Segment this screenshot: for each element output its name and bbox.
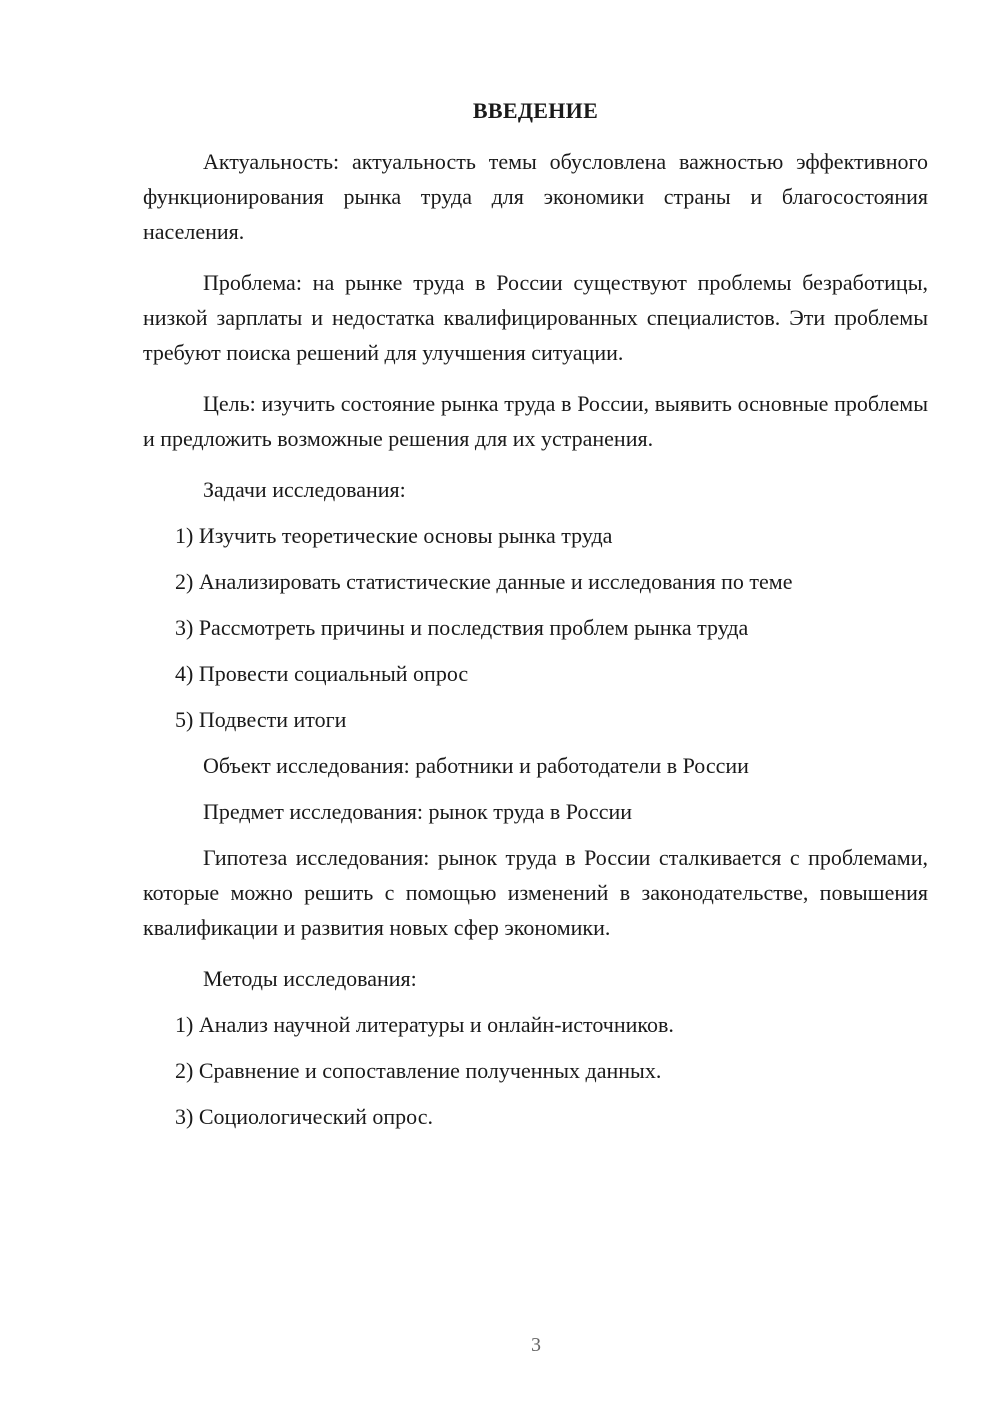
relevance-paragraph: Актуальность: актуальность темы обусловлена важностью эффективного функционирования рынка труда для экономики страны и благосостояния населения. [143, 149, 928, 244]
methods-heading: Методы исследования: [203, 966, 417, 991]
list-item: 5) Подвести итоги [175, 707, 347, 732]
list-item: 4) Провести социальный опрос [175, 661, 469, 686]
section-title: ВВЕДЕНИЕ [472, 98, 599, 123]
hypothesis-paragraph: Гипотеза исследования: рынок труда в России сталкивается с проблемами, которые можно решить с помощью изменений в законодательстве, повышения квалификации и развития новых сфер экономики. [143, 845, 928, 940]
tasks-list [143, 518, 928, 737]
page-content [143, 96, 928, 1145]
methods-list [143, 1007, 928, 1134]
goal-paragraph: Цель: изучить состояние рынка труда в России, выявить основные проблемы и предложить возможные решения для их устранения. [143, 391, 928, 451]
list-item: 2) Сравнение и сопоставление полученных данных. [175, 1058, 662, 1083]
subject-line: Предмет исследования: рынок труда в России [203, 799, 633, 824]
list-item: 3) Социологический опрос. [175, 1104, 433, 1129]
object-line: Объект исследования: работники и работодатели в России [203, 753, 749, 778]
list-item: 2) Анализировать статистические данные и исследования по теме [175, 569, 793, 594]
list-item: 3) Рассмотреть причины и последствия проблем рынка труда [175, 615, 749, 640]
problem-paragraph: Проблема: на рынке труда в России существуют проблемы безработицы, низкой зарплаты и недостатка квалифицированных специалистов. Эти проблемы требуют поиска решений для улучшения ситуации. [143, 270, 928, 365]
list-item: 1) Анализ научной литературы и онлайн-источников. [175, 1012, 674, 1037]
list-item: 1) Изучить теоретические основы рынка труда [175, 523, 613, 548]
page-number: 3 [531, 1334, 541, 1356]
tasks-heading: Задачи исследования: [203, 477, 406, 502]
